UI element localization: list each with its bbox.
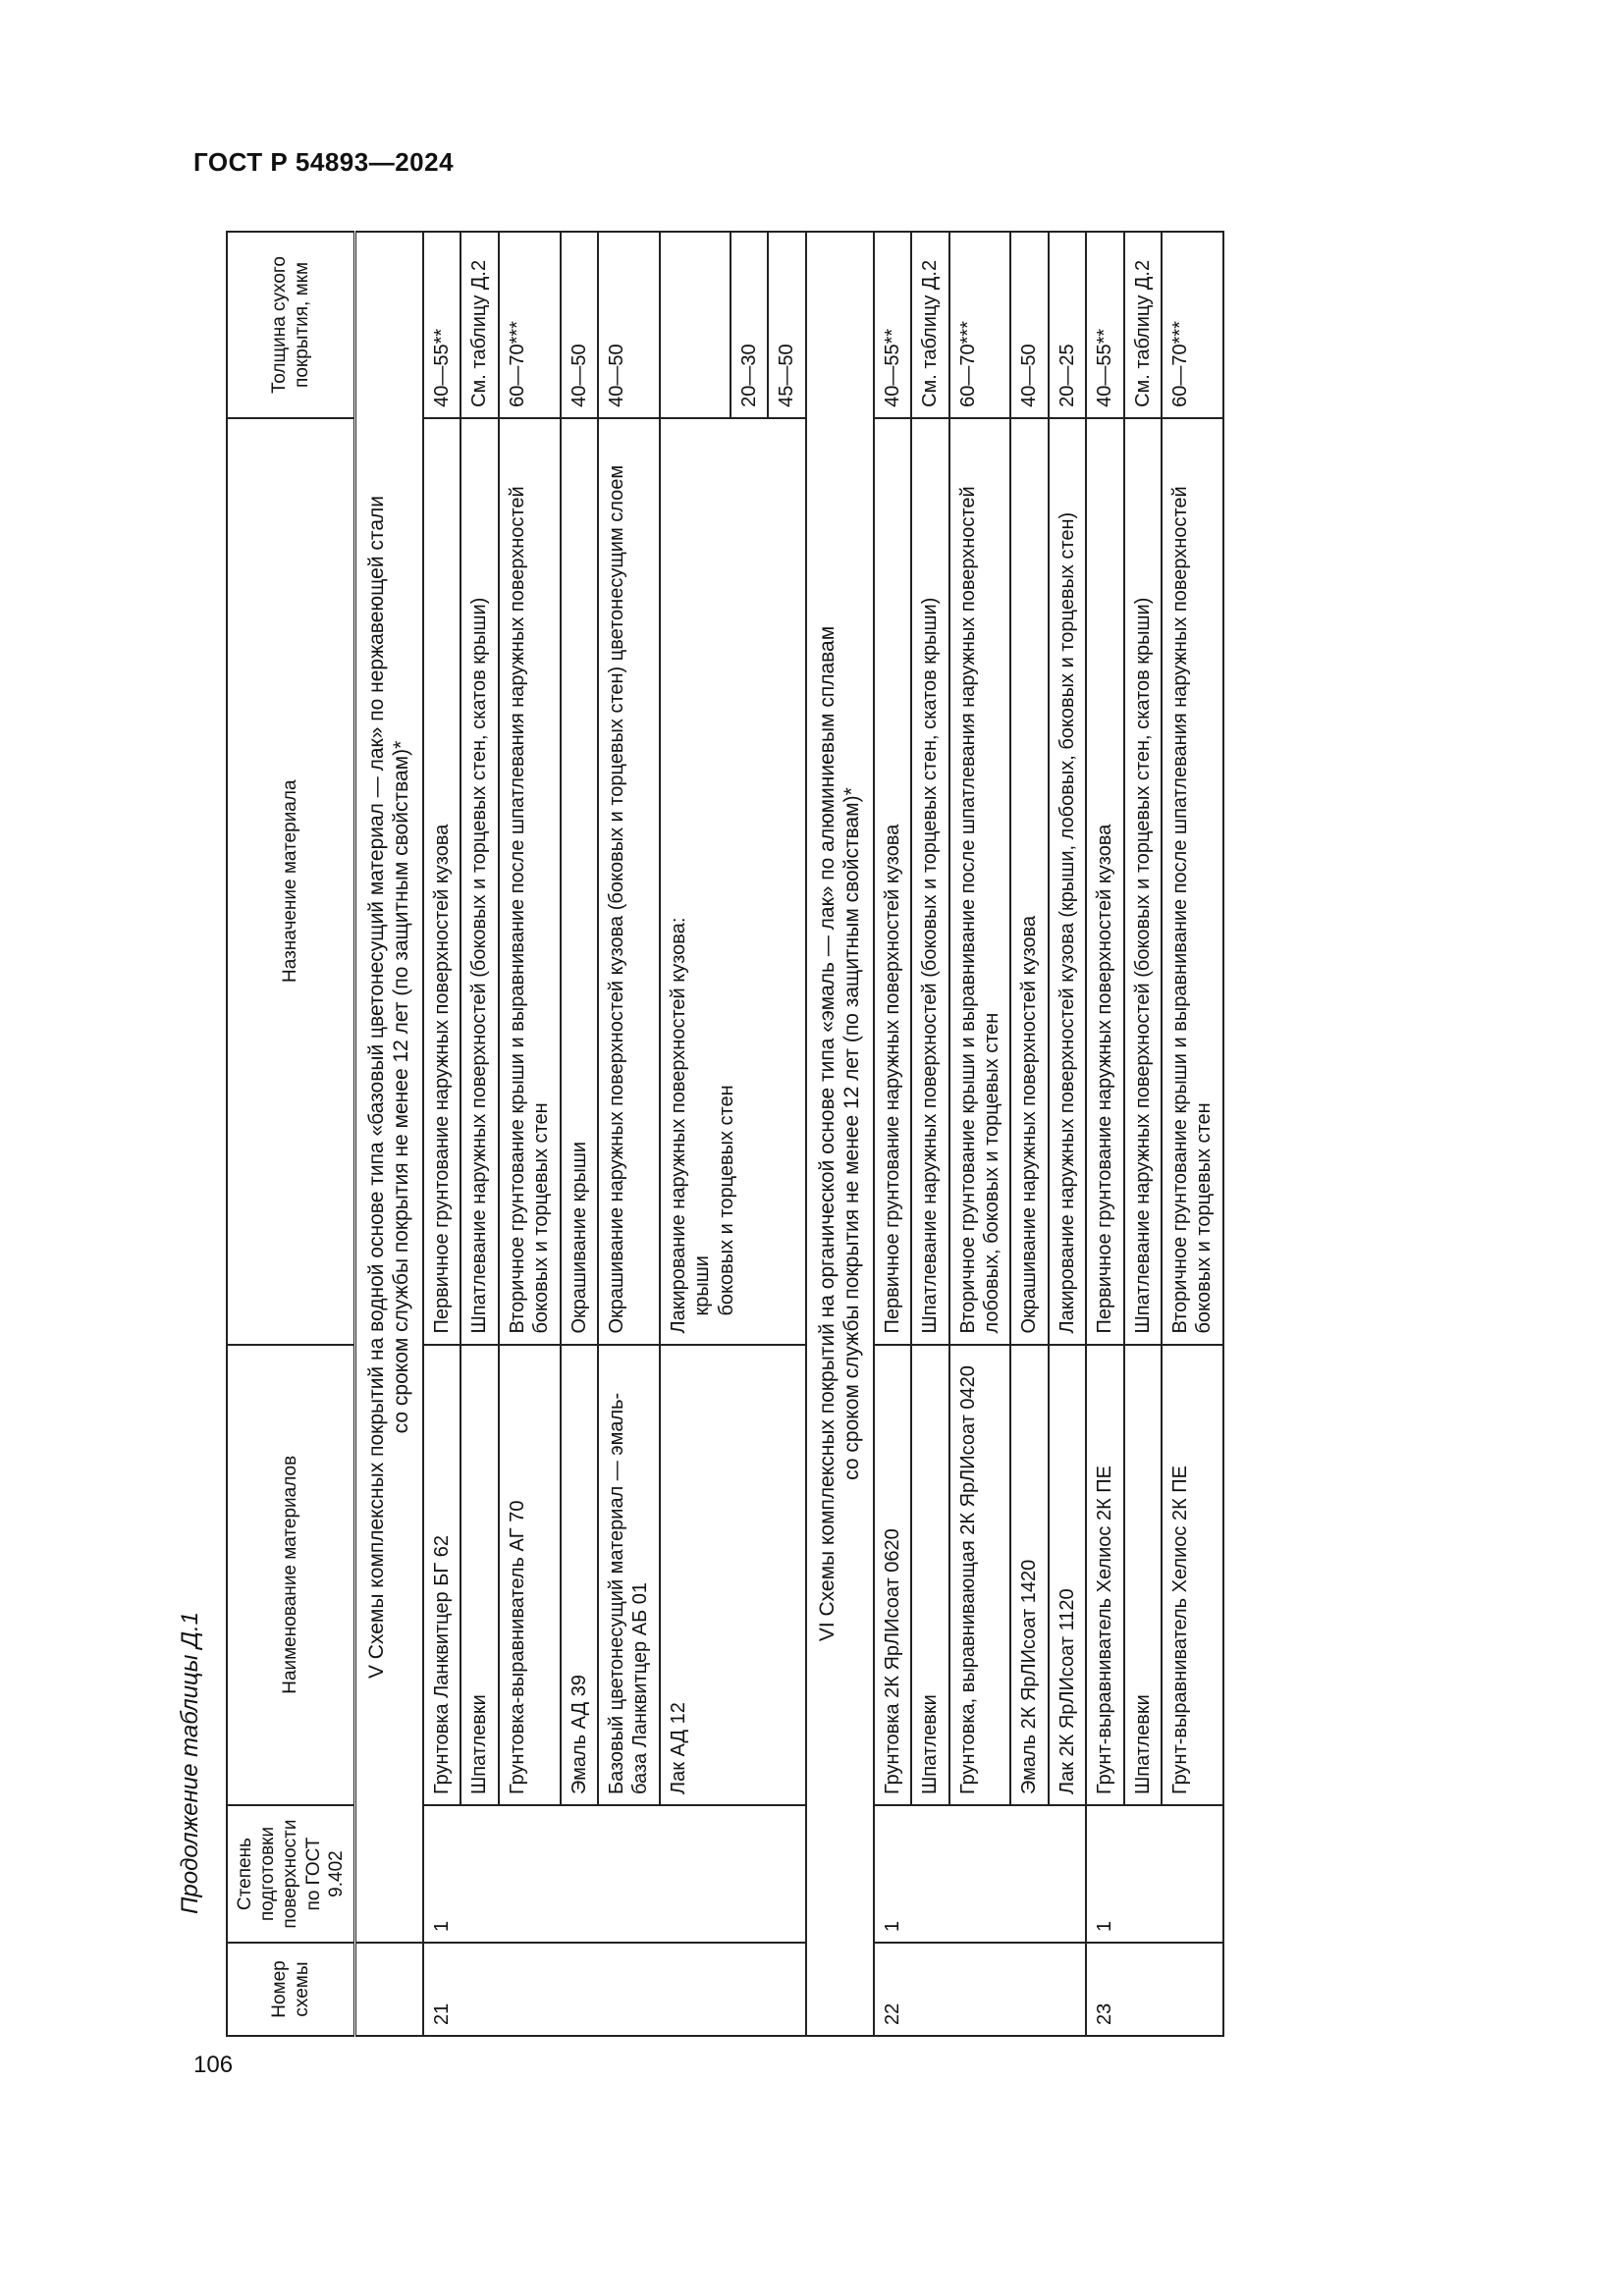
col-header-material-name: Наименование материалов (227, 1345, 354, 1806)
table-header-row (227, 232, 354, 2036)
coating-thickness: См. таблицу Д.2 (460, 232, 498, 418)
table-row (460, 232, 498, 2036)
table-row (660, 232, 806, 2036)
table-row (874, 232, 911, 2036)
caption-anchor (177, 1611, 226, 1915)
material-purpose: Лакирование наружных поверхностей кузова (крыши, лобовых, боковых и торцевых стен) (1049, 418, 1086, 1345)
material-name: Эмаль АД 39 (561, 1345, 598, 1806)
table-row (499, 232, 561, 2036)
surface-grade: 1 (874, 1805, 1086, 1943)
table-row (598, 232, 660, 2036)
coating-thickness: 60—70*** (499, 232, 561, 418)
material-name: Грунтовка-выравниватель АГ 70 (499, 1345, 561, 1806)
coating-thickness: 40—50 (561, 232, 598, 418)
material-name: Лак АД 12 (660, 1345, 806, 1806)
material-purpose: Окрашивание наружных поверхностей кузова (1010, 418, 1048, 1345)
table-row (1124, 232, 1162, 2036)
table-row (1086, 232, 1123, 2036)
surface-grade: 1 (423, 1805, 806, 1943)
surface-grade: 1 (1086, 1805, 1223, 1943)
material-purpose: Окрашивание крыши (561, 418, 598, 1345)
section-row (806, 232, 874, 2036)
table-row (1010, 232, 1048, 2036)
materials-table (226, 231, 1224, 2037)
coating-thickness: 40—55** (874, 232, 911, 418)
table-row (1049, 232, 1086, 2036)
coating-thickness: 60—70*** (949, 232, 1011, 418)
material-purpose: Первичное грунтование наружных поверхностей кузова (1086, 418, 1123, 1345)
material-purpose: Вторичное грунтование крыши и выравнивание после шпатлевания наружных поверхностей боковых и торцевых стен (499, 418, 561, 1345)
document-header: ГОСТ Р 54893—2024 (193, 147, 455, 177)
material-purpose: Шпатлевание наружных поверхностей (боковых и торцевых стен, скатов крыши) (460, 418, 498, 1345)
col-header-scheme-number: Номер схемы (227, 1943, 354, 2036)
material-name: Грунт-выравниватель Хелиос 2К ПЕ (1162, 1345, 1223, 1806)
table-row (911, 232, 948, 2036)
coating-thickness: См. таблицу Д.2 (1124, 232, 1162, 418)
material-name: Эмаль 2К ЯрЛИсоат 1420 (1010, 1345, 1048, 1806)
col-header-material-purpose: Назначение материала (227, 418, 354, 1345)
table-row (1162, 232, 1223, 2036)
material-purpose: Окрашивание наружных поверхностей кузова (боковых и торцевых стен) цветонесущим слоем (598, 418, 660, 1345)
material-name: Шпатлевки (460, 1345, 498, 1806)
material-name: Грунтовка Ланквитцер БГ 62 (423, 1345, 460, 1806)
material-name: Базовый цветонесущий материал — эмаль-база Ланквитцер АБ 01 (598, 1345, 660, 1806)
coating-thickness: 60—70*** (1162, 232, 1223, 418)
coating-thickness: 40—55** (1086, 232, 1123, 418)
table-row (423, 232, 460, 2036)
material-name: Шпатлевки (911, 1345, 948, 1806)
material-purpose: Вторичное грунтование крыши и выравнивание после шпатлевания наружных поверхностей боковых и торцевых стен (1162, 418, 1223, 1345)
coating-thickness: 40—55** (423, 232, 460, 418)
table-row (949, 232, 1011, 2036)
material-name: Грунтовка, выравнивающая 2К ЯрЛИсоат 0420 (949, 1345, 1011, 1806)
coating-thickness: 40—50 (598, 232, 660, 418)
scheme-number: 22 (874, 1943, 1086, 2036)
col-header-thickness: Толщина сухого покрытия, мкм (227, 232, 354, 418)
section-title-vi: VI Схемы комплексных покрытий на органической основе типа «эмаль — лак» по алюминиевым сплавам со сроком службы покрытия не менее 12 лет (по защитным свойствам)* (806, 232, 874, 2036)
material-purpose: Первичное грунтование наружных поверхностей кузова (874, 418, 911, 1345)
thickness-walls: 45—50 (776, 344, 798, 407)
page-number: 106 (193, 2052, 234, 2078)
scheme-number: 23 (1086, 1943, 1223, 2036)
material-name: Лак 2К ЯрЛИсоат 1120 (1049, 1345, 1086, 1806)
coating-thickness: 20—25 (1049, 232, 1086, 418)
section-title-v: V Схемы комплексных покрытий на водной основе типа «базовый цветонесущий материал — лак» по нержавеющей стали со сроком службы покрытия не менее 12 лет (по защитным свойствам)* (354, 232, 423, 1943)
material-purpose: Первичное грунтование наружных поверхностей кузова (423, 418, 460, 1345)
table-caption: Продолжение таблицы Д.1 (177, 1611, 203, 1914)
material-purpose: Шпатлевание наружных поверхностей (боковых и торцевых стен, скатов крыши) (1124, 418, 1162, 1345)
section-row (354, 232, 423, 2036)
col-header-surface-grade: Степень подготовки поверхности по ГОСТ 9.402 (227, 1805, 354, 1943)
material-name: Грунт-выравниватель Хелиос 2К ПЕ (1086, 1345, 1123, 1806)
table-row (561, 232, 598, 2036)
coating-thickness (660, 232, 806, 418)
scheme-number: 21 (423, 1943, 806, 2036)
rotated-table-container (226, 231, 1458, 2037)
thickness-roof: 20—30 (731, 233, 769, 417)
material-purpose: Лакирование наружных поверхностей кузова: крыши боковых и торцевых стен (660, 418, 806, 1345)
material-purpose: Вторичное грунтование крыши и выравнивание после шпатлевания наружных поверхностей лобовых, боковых и торцевых стен (949, 418, 1011, 1345)
material-purpose: Шпатлевание наружных поверхностей (боковых и торцевых стен, скатов крыши) (911, 418, 948, 1345)
coating-thickness: См. таблицу Д.2 (911, 232, 948, 418)
material-name: Грунтовка 2К ЯрЛИсоат 0620 (874, 1345, 911, 1806)
material-name: Шпатлевки (1124, 1345, 1162, 1806)
coating-thickness: 40—50 (1010, 232, 1048, 418)
